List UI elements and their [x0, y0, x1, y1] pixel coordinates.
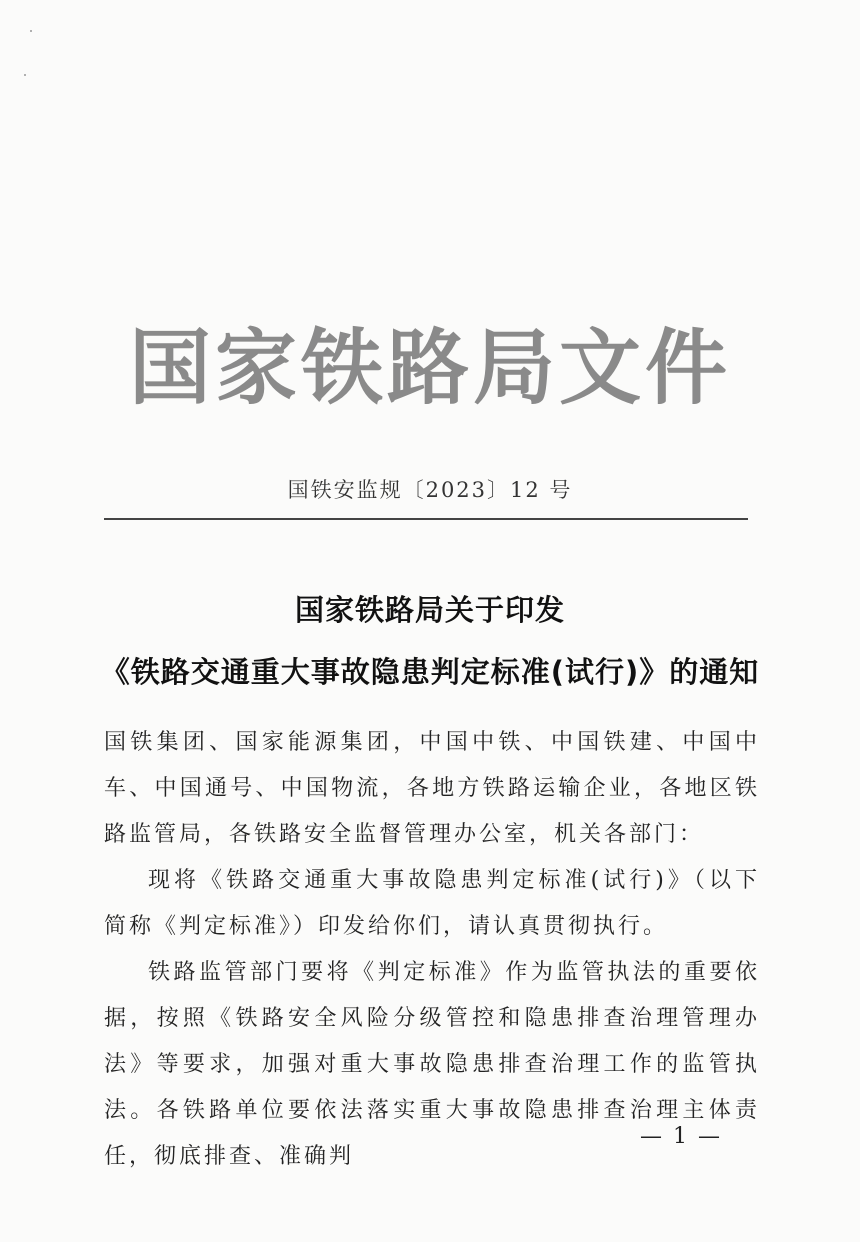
header-divider — [104, 518, 748, 520]
document-number: 国铁安监规〔2023〕12 号 — [287, 478, 573, 502]
scan-speck — [24, 74, 26, 76]
notice-title-line2: 《铁路交通重大事故隐患判定标准(试行)》的通知 — [100, 655, 760, 689]
document-header-title: 国家铁路局文件 — [128, 320, 731, 416]
scan-speck — [30, 30, 32, 32]
page-number: — 1 — — [640, 1124, 722, 1149]
body-paragraph-1: 现将《铁路交通重大事故隐患判定标准(试行)》（以下简称《判定标准》）印发给你们，请认真贯彻执行。 — [104, 868, 760, 939]
body-paragraph-2: 铁路监管部门要将《判定标准》作为监管执法的重要依据，按照《铁路安全风险分级管控和隐患排查治理管理办法》等要求，加强对重大事故隐患排查治理工作的监管执法。各铁路单位要依法落实重大事故隐患排查治理主体责任，彻底排查、准确判 — [104, 960, 760, 1169]
recipients-paragraph: 国铁集团、国家能源集团，中国中铁、中国铁建、中国中车、中国通号、中国物流，各地方铁路运输企业，各地区铁路监管局，各铁路安全监督管理办公室，机关各部门： — [104, 730, 760, 847]
notice-title-line1: 国家铁路局关于印发 — [294, 593, 565, 627]
